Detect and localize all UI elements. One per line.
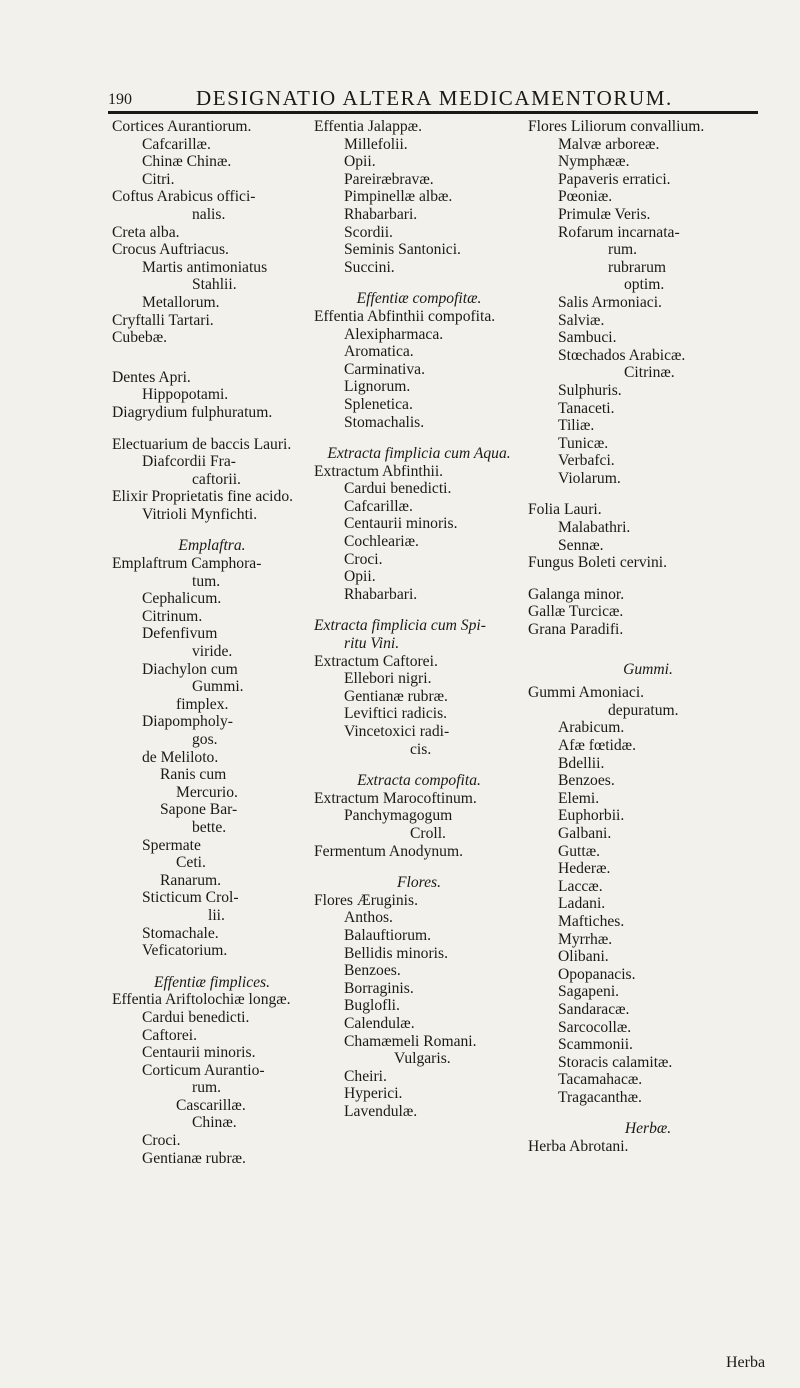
entry-line: Martis antimoniatus (142, 258, 268, 276)
entry-line: Alexipharmaca. (344, 325, 444, 343)
entry-line: Flores Liliorum convallium. (528, 118, 705, 135)
entry-line: Ranarum. (160, 871, 222, 889)
entry-line: Cortices Aurantiorum. (112, 118, 252, 135)
entry-line: Olibani. (558, 948, 609, 966)
entry-line: Sambuci. (558, 329, 617, 347)
entry-line: cis. (410, 740, 432, 758)
entry-line: Gummi. (192, 678, 244, 696)
entry-line: Lignorum. (344, 378, 411, 396)
entry-line: Afæ fœtidæ. (558, 737, 636, 754)
entry-line: de Meliloto. (142, 748, 219, 766)
entry-line: Malvæ arboreæ. (558, 135, 660, 153)
entry-line: Buglofli. (344, 997, 400, 1015)
running-head: DESIGNATIO ALTERA MEDICAMENTORUM. (196, 86, 673, 110)
section-heading: Extracta fimplicia cum Aqua. (327, 445, 511, 463)
column-3 (528, 118, 768, 1156)
entry-line: Stomachale. (142, 924, 219, 942)
entry-line: tum. (192, 572, 221, 590)
entry-line: Salviæ. (558, 311, 605, 329)
entry-line: Cephalicum. (142, 590, 222, 608)
entry-line: Storacis calamitæ. (558, 1053, 673, 1071)
entry-line: Nymphææ. (558, 153, 630, 171)
entry-line: Diachylon cum (142, 660, 238, 678)
entry-line: Croci. (142, 1132, 181, 1150)
entry-line: Verbafci. (558, 452, 615, 470)
entry-line: Diapompholy- (142, 713, 233, 731)
entry-line: Grana Paradifi. (528, 621, 624, 639)
entry-line: Scammonii. (558, 1036, 633, 1054)
entry-line: Sagapeni. (558, 983, 620, 1001)
entry-line: Leviftici radicis. (344, 705, 448, 723)
entry-line: Euphorbii. (558, 807, 625, 825)
entry-line: fimplex. (176, 695, 229, 713)
entry-line: depuratum. (608, 701, 679, 719)
entry-line: Scordii. (344, 223, 393, 241)
entry-line: Gentianæ rubræ. (142, 1149, 246, 1167)
entry-line: Folia Lauri. (528, 501, 602, 519)
entry-line: Centaurii minoris. (142, 1044, 256, 1062)
entry-line: Effentia Jalappæ. (314, 118, 422, 135)
entry-line: Calendulæ. (344, 1014, 415, 1032)
entry-line: Metallorum. (142, 293, 220, 311)
entry-line: Panchymagogum (344, 807, 453, 825)
entry-line: rum. (192, 1079, 222, 1097)
entry-line: Ceti. (176, 854, 206, 872)
entry-line: Sarcocollæ. (558, 1018, 632, 1036)
entry-line: Croll. (410, 824, 446, 842)
entry-line: Pareiræbravæ. (344, 170, 434, 188)
entry-line: Sapone Bar- (160, 801, 238, 819)
page-number: 190 (108, 91, 132, 108)
entry-line: Hederæ. (558, 860, 611, 878)
entry-line: Chamæmeli Romani. (344, 1032, 477, 1050)
entry-line: Centaurii minoris. (344, 515, 458, 533)
entry-line: Caftorei. (142, 1026, 197, 1044)
entry-line: Guttæ. (558, 842, 601, 860)
entry-line: lii. (208, 906, 225, 924)
entry-line: Benzoes. (558, 772, 615, 790)
entry-line: Elemi. (558, 789, 600, 807)
entry-line: Sennæ. (558, 536, 604, 554)
entry-line: Opii. (344, 153, 376, 171)
entry-line: Lavendulæ. (344, 1102, 418, 1120)
entry-line: Tunicæ. (558, 434, 609, 452)
entry-line: Aromatica. (344, 343, 414, 361)
entry-line: gos. (192, 731, 218, 748)
entry-line: Gummi Amoniaci. (528, 684, 645, 702)
entry-line: Pœoniæ. (558, 188, 613, 206)
entry-line: Cardui benedicti. (142, 1008, 250, 1026)
entry-line: Sulphuris. (558, 381, 622, 399)
entry-line: Citri. (142, 170, 175, 188)
entry-line: Cryftalli Tartari. (112, 311, 214, 329)
entry-line: bette. (192, 818, 227, 836)
entry-line: Veficatorium. (142, 942, 228, 960)
section-heading: Gummi. (623, 660, 673, 678)
entry-line: Myrrhæ. (558, 930, 613, 948)
entry-line: Extractum Marocoftinum. (314, 789, 477, 807)
entry-line: Chinæ. (192, 1114, 237, 1132)
entry-line: Effentia Ariftolochiæ longæ. (112, 991, 291, 1009)
entry-line: rum. (608, 241, 638, 259)
entry-line: Cochleariæ. (344, 533, 419, 551)
entry-line: Seminis Santonici. (344, 241, 461, 259)
entry-line: Effentia Abfinthii compofita. (314, 307, 496, 325)
entry-line: Croci. (344, 550, 383, 568)
entry-line: Opii. (344, 568, 376, 586)
entry-line: Maftiches. (558, 912, 625, 930)
entry-line: Ladani. (558, 895, 606, 913)
entry-line: Rhabarbari. (344, 585, 418, 603)
entry-line: Vincetoxici radi- (344, 723, 450, 740)
entry-line: caftorii. (192, 470, 241, 488)
section-heading: Flores. (396, 874, 442, 892)
column-2 (314, 118, 524, 1120)
entry-line: Borraginis. (344, 979, 414, 997)
entry-line: Spermate (142, 836, 201, 854)
entry-line: Vulgaris. (394, 1050, 451, 1068)
section-heading: Effentiæ compofitæ. (356, 290, 482, 308)
entry-line: Emplaftrum Camphora- (112, 555, 262, 573)
entry-line: Hyperici. (344, 1085, 403, 1103)
entry-line: Laccæ. (558, 877, 603, 895)
entry-line: Gentianæ rubræ. (344, 687, 448, 705)
entry-line: Primulæ Veris. (558, 205, 651, 223)
entry-line: Herba Abrotani. (528, 1138, 629, 1156)
entry-line: Cardui benedicti. (344, 480, 452, 498)
entry-line: Rhabarbari. (344, 205, 418, 223)
entry-line: Arabicum. (558, 719, 625, 737)
entry-line: Stomachalis. (344, 413, 425, 431)
entry-line: Carminativa. (344, 360, 425, 378)
entry-line: Hippopotami. (142, 386, 229, 404)
entry-line: nalis. (192, 205, 226, 223)
entry-line: Cascarillæ. (176, 1096, 246, 1114)
entry-line: Elixir Proprietatis fine acido. (112, 488, 294, 506)
entry-line: Stahlii. (192, 276, 237, 294)
entry-line: Salis Armoniaci. (558, 293, 662, 311)
section-heading: Effentiæ fimplices. (153, 973, 271, 991)
entry-line: Crocus Auftriacus. (112, 241, 229, 259)
entry-line: Chinæ Chinæ. (142, 153, 232, 171)
entry-line: Citrinæ. (624, 364, 675, 382)
entry-line: Galbani. (558, 824, 612, 842)
entry-line: viride. (192, 643, 233, 661)
entry-line: Flores Æruginis. (314, 891, 418, 909)
entry-line: Cubebæ. (112, 329, 168, 347)
entry-line: optim. (624, 276, 665, 294)
entry-line: Anthos. (344, 909, 393, 927)
entry-line: Defenfivum (142, 625, 218, 643)
entry-line: Sandaracæ. (558, 1000, 630, 1018)
entry-line: rubrarum (608, 258, 667, 276)
entry-line: Fermentum Anodynum. (314, 842, 464, 860)
entry-line: Corticum Aurantio- (142, 1061, 265, 1079)
entry-line: Papaveris erratici. (558, 170, 671, 188)
entry-line: Ellebori nigri. (344, 670, 432, 688)
entry-line: Extractum Caftorei. (314, 652, 438, 670)
entry-line: Citrinum. (142, 607, 203, 625)
entry-line: Pimpinellæ albæ. (344, 188, 453, 206)
entry-line: Vitrioli Mynfichti. (142, 505, 258, 523)
entry-line: Malabathri. (558, 519, 631, 537)
entry-line: Opopanacis. (558, 965, 636, 983)
entry-line: Galanga minor. (528, 585, 625, 603)
section-heading: Extracta fimplicia cum Spi- (314, 617, 486, 635)
entry-line: Tragacanthæ. (558, 1088, 642, 1106)
entry-line: Creta alba. (112, 223, 180, 241)
entry-line: Dentes Apri. (112, 368, 191, 386)
entry-line: Rofarum incarnata- (558, 223, 680, 241)
catchword: Herba (726, 1354, 766, 1371)
entry-line: Tacamahacæ. (558, 1071, 643, 1089)
entry-line: Ranis cum (160, 766, 227, 784)
entry-line: Diagrydium fulphuratum. (112, 403, 273, 421)
entry-line: Bdellii. (558, 754, 605, 772)
entry-line: Millefolii. (344, 135, 408, 153)
section-heading: ritu Vini. (344, 635, 400, 653)
entry-line: Gallæ Turcicæ. (528, 603, 624, 621)
header-rule (108, 111, 758, 114)
entry-line: Sticticum Crol- (142, 889, 239, 907)
entry-line: Fungus Boleti cervini. (528, 554, 668, 572)
section-heading: Emplaftra. (178, 537, 246, 555)
entry-line: Balauftiorum. (344, 926, 432, 944)
entry-line: Bellidis minoris. (344, 944, 448, 962)
entry-line: Cheiri. (344, 1067, 387, 1085)
section-heading: Herbæ. (624, 1120, 672, 1138)
entry-line: Stœchados Arabicæ. (558, 346, 686, 364)
entry-line: Diafcordii Fra- (142, 453, 236, 471)
column-1 (112, 118, 312, 1167)
entry-line: Violarum. (558, 469, 621, 487)
entry-line: Cafcarillæ. (142, 135, 211, 153)
section-heading: Extracta compofita. (357, 772, 481, 790)
entry-line: Tanaceti. (558, 399, 615, 417)
entry-line: Mercurio. (176, 783, 238, 801)
entry-line: Succini. (344, 258, 395, 276)
entry-line: Extractum Abfinthii. (314, 462, 444, 480)
entry-line: Splenetica. (344, 395, 413, 413)
entry-line: Coftus Arabicus offici- (112, 188, 256, 206)
entry-line: Cafcarillæ. (344, 497, 413, 515)
entry-line: Electuarium de baccis Lauri. (112, 435, 292, 453)
entry-line: Benzoes. (344, 962, 401, 980)
entry-line: Tiliæ. (558, 417, 595, 435)
